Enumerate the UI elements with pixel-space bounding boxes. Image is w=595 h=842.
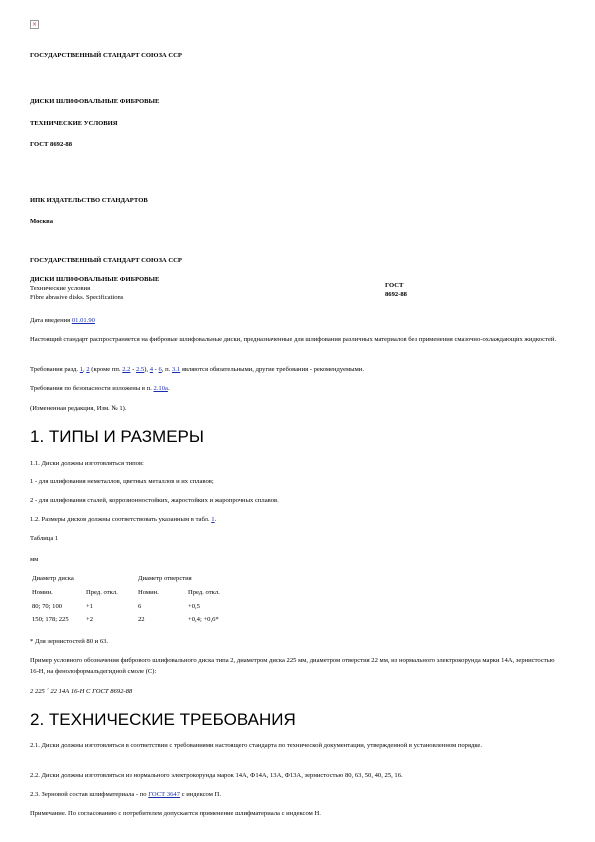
table-col-deviation-1: Пред. откл. [86,589,118,596]
req-text: - [153,366,159,373]
section-2-heading: 2. ТЕХНИЧЕСКИЕ ТРЕБОВАНИЯ [30,710,296,729]
intro-date [30,315,565,326]
table-cell: +0,5 [188,603,200,610]
intro-scope: Настоящий стандарт распространяется на фибровые шлифовальные диски, предназначенные для шлифования различных материалов без применения смазочно-охлаждающих жидкостей. [30,336,557,343]
section-2-p4: Примечание. По согласованию с потребителем допускается применение шлифматериала с индексом Н. [30,810,321,817]
link-table-1[interactable]: 1 [211,516,215,523]
req-text: , п. [161,366,172,373]
title-block-gost-number: 8692-88 [385,291,407,298]
intro-safety [30,383,565,394]
req-text: Требования разд. [30,366,80,373]
cover-state-standard: ГОСУДАРСТВЕННЫЙ СТАНДАРТ СОЮЗА ССР [30,52,182,59]
table-col-nominal-2: Номин. [138,589,159,596]
intro-requirements [30,364,565,375]
link-clause-2-10a[interactable]: 2.10а [153,385,168,392]
table-group-hole: Диаметр отверстия [138,575,192,582]
p3-text: 2.3. Зерновой состав шлифматериала - по [30,791,149,798]
safety-text: . [167,385,170,392]
title-block-gost-label: ГОСТ [385,282,404,289]
table-cell: +0,4; +0,6* [188,616,219,623]
table-unit: мм [30,556,39,563]
table-cell: 22 [138,616,145,623]
date-label: Дата введения [30,317,72,324]
section-1-p4 [30,514,565,525]
cover-city: Москва [30,218,54,225]
section-2-p1: 2.1. Диски должны изготовляться в соответствии с требованиями настоящего стандарта по технической документации, утвержденной в установленном порядке. [30,742,482,749]
safety-text: Требования по безопасности изложены в п. [30,385,154,392]
link-section-4[interactable]: 4 [149,366,154,373]
table-footnote: * Для зернистостей 80 и 63. [30,638,109,645]
section-1-p2: 1 - для шлифования неметаллов, цветных металлов и их сплавов; [30,478,214,485]
section-2-p2: 2.2. Диски должны изготовляться из нормального электрокорунда марок 14А, Ф14А, 13А, Ф13А, зернистостью 80, 63, 50, 40, 25, 16. [30,772,403,779]
table-cell: 80; 70; 100 [32,603,63,610]
link-clause-3-1[interactable]: 3.1 [171,366,181,373]
table-col-nominal-1: Номин. [32,589,53,596]
intro-revision: (Измененная редакция, Изм. № 1). [30,405,127,412]
req-text: ), [144,366,150,373]
title-block-subtitle-ru: Технические условия [30,285,91,292]
table-caption: Таблица 1 [30,535,59,542]
cover-gost: ГОСТ 8692-88 [30,141,73,148]
designation-example: Пример условного обозначения фибрового шлифовального диска типа 2, диаметром диска 225 мм, диаметром отверстия 22 мм, из нормального электрокорунда марки 14А, зернистостью 16-Н, на фенолоформальдегидной смоле (С): [30,657,555,675]
link-gost-3647[interactable]: ГОСТ 3647 [148,791,181,798]
section-1-p3: 2 - для шлифования сталей, коррозионностойких, жаростойких и жаропрочных сплавов. [30,497,279,504]
p4-text: . [214,516,217,523]
title-block-subtitle-en: Fibre abrasive disks. Specifications [30,294,124,301]
table-group-diameter: Диаметр диска [32,575,74,582]
link-section-6[interactable]: 6 [158,366,162,373]
link-clause-2-5[interactable]: 2.5 [135,366,145,373]
section-1-heading: 1. ТИПЫ И РАЗМЕРЫ [30,427,204,446]
table-col-deviation-2: Пред. откл. [188,589,220,596]
table-cell: 6 [138,603,142,610]
link-clause-2-2[interactable]: 2.2 [122,366,131,373]
req-text: являются обязательными, другие требования - рекомендуемыми. [180,366,364,373]
cover-subtitle: ТЕХНИЧЕСКИЕ УСЛОВИЯ [30,120,118,127]
link-section-1[interactable]: 1 [79,366,84,373]
designation-string: 2 225 ´ 22 14А 16-Н С ГОСТ 8692-88 [30,688,133,695]
section-1-p1: 1.1. Диски должны изготовляться типов: [30,460,144,467]
section-2-p3 [30,789,565,800]
broken-image-icon: × [31,21,38,28]
table-cell: +2 [86,616,94,623]
table-cell: 150; 178; 225 [32,616,69,623]
p3-text: с индексом П. [180,791,221,798]
cover-publisher: ИПК ИЗДАТЕЛЬСТВО СТАНДАРТОВ [30,197,148,204]
link-section-2[interactable]: 2 [86,366,90,373]
title-block-title: ДИСКИ ШЛИФОВАЛЬНЫЕ ФИБРОВЫЕ [30,276,160,283]
cover-title: ДИСКИ ШЛИФОВАЛЬНЫЕ ФИБРОВЫЕ [30,98,160,105]
title-block-state-standard: ГОСУДАРСТВЕННЫЙ СТАНДАРТ СОЮЗА ССР [30,257,182,264]
req-text: (кроме пп. [89,366,123,373]
table-cell: +1 [86,603,94,610]
date-link[interactable]: 01.01.90 [71,317,95,324]
p4-text: 1.2. Размеры дисков должны соответствовать указанным в табл. [30,516,212,523]
req-text: , [83,366,87,373]
req-text: - [130,366,136,373]
